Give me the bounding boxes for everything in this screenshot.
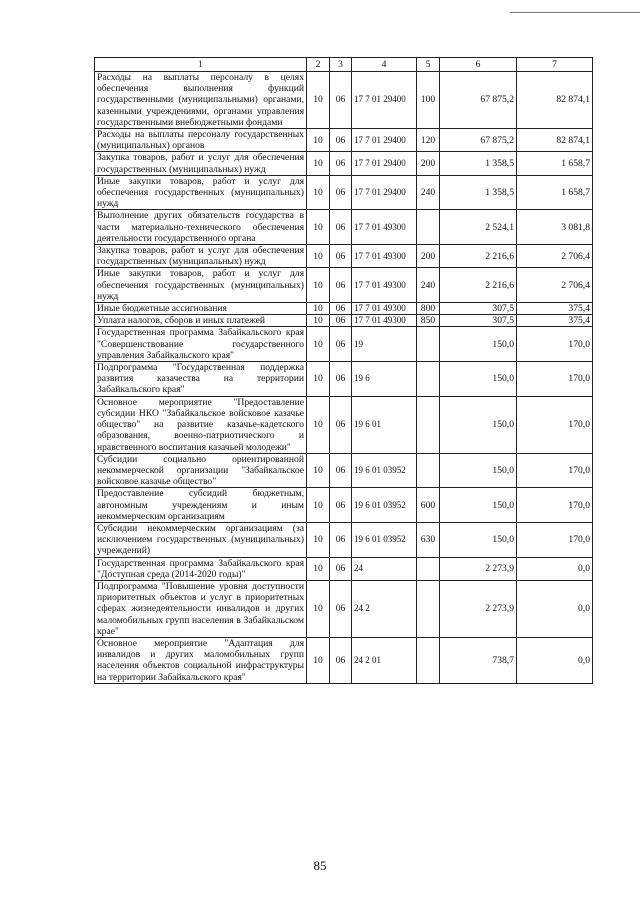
amount-cell: 2 706,4 [517,268,593,303]
subsection-code-cell: 06 [330,129,352,152]
column-header: 3 [330,58,352,72]
target-article-cell: 19 6 01 03952 [352,522,417,557]
amount-cell: 2 706,4 [517,245,593,268]
section-code-cell: 10 [307,637,330,683]
expense-type-cell: 630 [417,522,440,557]
target-article-cell: 17 7 01 49300 [352,245,417,268]
target-article-cell: 17 7 01 29400 [352,152,417,175]
section-code-cell: 10 [307,396,330,453]
subsection-code-cell: 06 [330,453,352,488]
amount-cell: 0,0 [517,557,593,580]
amount-cell: 150,0 [440,522,517,557]
row-name-cell: Расходы на выплаты персоналу государственных (муниципальных) органов [95,129,307,152]
subsection-code-cell: 06 [330,327,352,362]
table-row [95,637,593,683]
amount-cell: 150,0 [440,488,517,523]
amount-cell: 170,0 [517,362,593,397]
amount-cell: 150,0 [440,362,517,397]
amount-cell: 307,5 [440,303,517,315]
amount-cell: 2 273,9 [440,557,517,580]
section-code-cell: 10 [307,152,330,175]
expense-type-cell: 200 [417,152,440,175]
table-row [95,315,593,327]
section-code-cell: 10 [307,580,330,637]
section-code-cell: 10 [307,522,330,557]
page-number: 85 [313,858,327,873]
section-code-cell: 10 [307,245,330,268]
target-article-cell: 17 7 01 29400 [352,129,417,152]
table-row [95,453,593,488]
row-name-cell: Основное мероприятие "Адаптация для инвалидов и других маломобильных групп населения объектов социальной инфраструктуры на территории Забайкальского края" [95,637,307,683]
subsection-code-cell: 06 [330,557,352,580]
subsection-code-cell: 06 [330,396,352,453]
amount-cell: 375,4 [517,303,593,315]
row-name-cell: Закупка товаров, работ и услуг для обеспечения государственных (муниципальных) нужд [95,245,307,268]
column-header: 4 [352,58,417,72]
target-article-cell: 17 7 01 49300 [352,210,417,245]
row-name-cell: Расходы на выплаты персоналу в целях обеспечения выполнения функций государственными (муниципальными) органами, казенными учреждениями, органами управления государственными внебюджетными фондами [95,72,307,129]
amount-cell: 375,4 [517,315,593,327]
section-code-cell: 10 [307,453,330,488]
expense-type-cell [417,327,440,362]
subsection-code-cell: 06 [330,210,352,245]
row-name-cell: Субсидии некоммерческим организациям (за исключением государственных (муниципальных) учреждений) [95,522,307,557]
subsection-code-cell: 06 [330,580,352,637]
table-row [95,245,593,268]
table-row [95,522,593,557]
table-row [95,327,593,362]
row-name-cell: Подпрограмма "Государственная поддержка развития казачества на территории Забайкальского края" [95,362,307,397]
target-article-cell: 24 2 [352,580,417,637]
section-code-cell: 10 [307,315,330,327]
expense-type-cell [417,557,440,580]
table-row [95,210,593,245]
row-name-cell: Субсидии социально ориентированной некоммерческой организации "Забайкальское войсковое казачье общество" [95,453,307,488]
target-article-cell: 17 7 01 49300 [352,315,417,327]
target-article-cell: 17 7 01 49300 [352,303,417,315]
column-header: 2 [307,58,330,72]
table-row [95,72,593,129]
subsection-code-cell: 06 [330,488,352,523]
amount-cell: 170,0 [517,453,593,488]
amount-cell: 0,0 [517,637,593,683]
target-article-cell: 19 6 01 03952 [352,488,417,523]
target-article-cell: 19 6 01 [352,396,417,453]
row-name-cell: Иные закупки товаров, работ и услуг для обеспечения государственных (муниципальных) нужд [95,175,307,210]
table-row [95,396,593,453]
row-name-cell: Закупка товаров, работ и услуг для обеспечения государственных (муниципальных) нужд [95,152,307,175]
subsection-code-cell: 06 [330,245,352,268]
column-header: 7 [517,58,593,72]
row-name-cell: Государственная программа Забайкальского края "Совершенствование государственного управления Забайкальского края" [95,327,307,362]
section-code-cell: 10 [307,268,330,303]
row-name-cell: Выполнение других обязательств государства в части материально-технического обеспечения деятельности государственного органа [95,210,307,245]
row-name-cell: Предоставление субсидий бюджетным, автономным учреждениям и иным некоммерческим организациям [95,488,307,523]
expense-type-cell: 600 [417,488,440,523]
subsection-code-cell: 06 [330,637,352,683]
amount-cell: 2 524,1 [440,210,517,245]
section-code-cell: 10 [307,488,330,523]
target-article-cell: 17 7 01 29400 [352,175,417,210]
expense-type-cell: 240 [417,268,440,303]
expense-type-cell [417,362,440,397]
target-article-cell: 19 6 01 03952 [352,453,417,488]
amount-cell: 738,7 [440,637,517,683]
amount-cell: 150,0 [440,396,517,453]
column-header: 5 [417,58,440,72]
expense-type-cell: 100 [417,72,440,129]
amount-cell: 1 358,5 [440,175,517,210]
table-row [95,303,593,315]
amount-cell: 0,0 [517,580,593,637]
expense-type-cell [417,580,440,637]
amount-cell: 1 358,5 [440,152,517,175]
section-code-cell: 10 [307,175,330,210]
subsection-code-cell: 06 [330,152,352,175]
amount-cell: 1 658,7 [517,175,593,210]
expense-type-cell: 120 [417,129,440,152]
budget-table [94,57,593,684]
section-code-cell: 10 [307,303,330,315]
row-name-cell: Иные бюджетные ассигнования [95,303,307,315]
row-name-cell: Иные закупки товаров, работ и услуг для обеспечения государственных (муниципальных) нужд [95,268,307,303]
table-row [95,557,593,580]
section-code-cell: 10 [307,557,330,580]
expense-type-cell: 800 [417,303,440,315]
subsection-code-cell: 06 [330,522,352,557]
target-article-cell: 17 7 01 49300 [352,268,417,303]
section-code-cell: 10 [307,362,330,397]
target-article-cell: 19 [352,327,417,362]
row-name-cell: Основное мероприятие "Предоставление субсидии НКО "Забайкальское войсковое казачье общество" на развитие казачье-кадетского образования, военно-патриотического и нравственного воспитания казачьей молодежи" [95,396,307,453]
amount-cell: 170,0 [517,522,593,557]
table-row [95,175,593,210]
expense-type-cell: 850 [417,315,440,327]
amount-cell: 2 216,6 [440,268,517,303]
subsection-code-cell: 06 [330,72,352,129]
table-row [95,268,593,303]
section-code-cell: 10 [307,327,330,362]
row-name-cell: Государственная программа Забайкальского края "Доступная среда (2014-2020 годы)" [95,557,307,580]
section-code-cell: 10 [307,72,330,129]
amount-cell: 67 875,2 [440,72,517,129]
subsection-code-cell: 06 [330,303,352,315]
column-header: 1 [95,58,307,72]
amount-cell: 3 081,8 [517,210,593,245]
amount-cell: 1 658,7 [517,152,593,175]
amount-cell: 2 273,9 [440,580,517,637]
amount-cell: 82 874,1 [517,129,593,152]
amount-cell: 170,0 [517,327,593,362]
row-name-cell: Уплата налогов, сборов и иных платежей [95,315,307,327]
expense-type-cell [417,637,440,683]
amount-cell: 150,0 [440,327,517,362]
target-article-cell: 24 2 01 [352,637,417,683]
row-name-cell: Подпрограмма "Повышение уровня доступности приоритетных объектов и услуг в приоритетных сферах жизнедеятельности инвалидов и других маломобильных групп населения в Забайкальском крае" [95,580,307,637]
subsection-code-cell: 06 [330,268,352,303]
subsection-code-cell: 06 [330,315,352,327]
table-header-row [95,58,593,72]
expense-type-cell [417,396,440,453]
amount-cell: 307,5 [440,315,517,327]
table-row [95,152,593,175]
expense-type-cell [417,210,440,245]
top-rule [510,12,640,13]
subsection-code-cell: 06 [330,175,352,210]
table-row [95,580,593,637]
table-row [95,362,593,397]
amount-cell: 170,0 [517,488,593,523]
table-row [95,129,593,152]
target-article-cell: 17 7 01 29400 [352,72,417,129]
expense-type-cell [417,453,440,488]
amount-cell: 170,0 [517,396,593,453]
target-article-cell: 24 [352,557,417,580]
column-header: 6 [440,58,517,72]
expense-type-cell: 240 [417,175,440,210]
section-code-cell: 10 [307,210,330,245]
section-code-cell: 10 [307,129,330,152]
amount-cell: 2 216,6 [440,245,517,268]
expense-type-cell: 200 [417,245,440,268]
subsection-code-cell: 06 [330,362,352,397]
table-row [95,488,593,523]
amount-cell: 82 874,1 [517,72,593,129]
amount-cell: 150,0 [440,453,517,488]
target-article-cell: 19 6 [352,362,417,397]
amount-cell: 67 875,2 [440,129,517,152]
